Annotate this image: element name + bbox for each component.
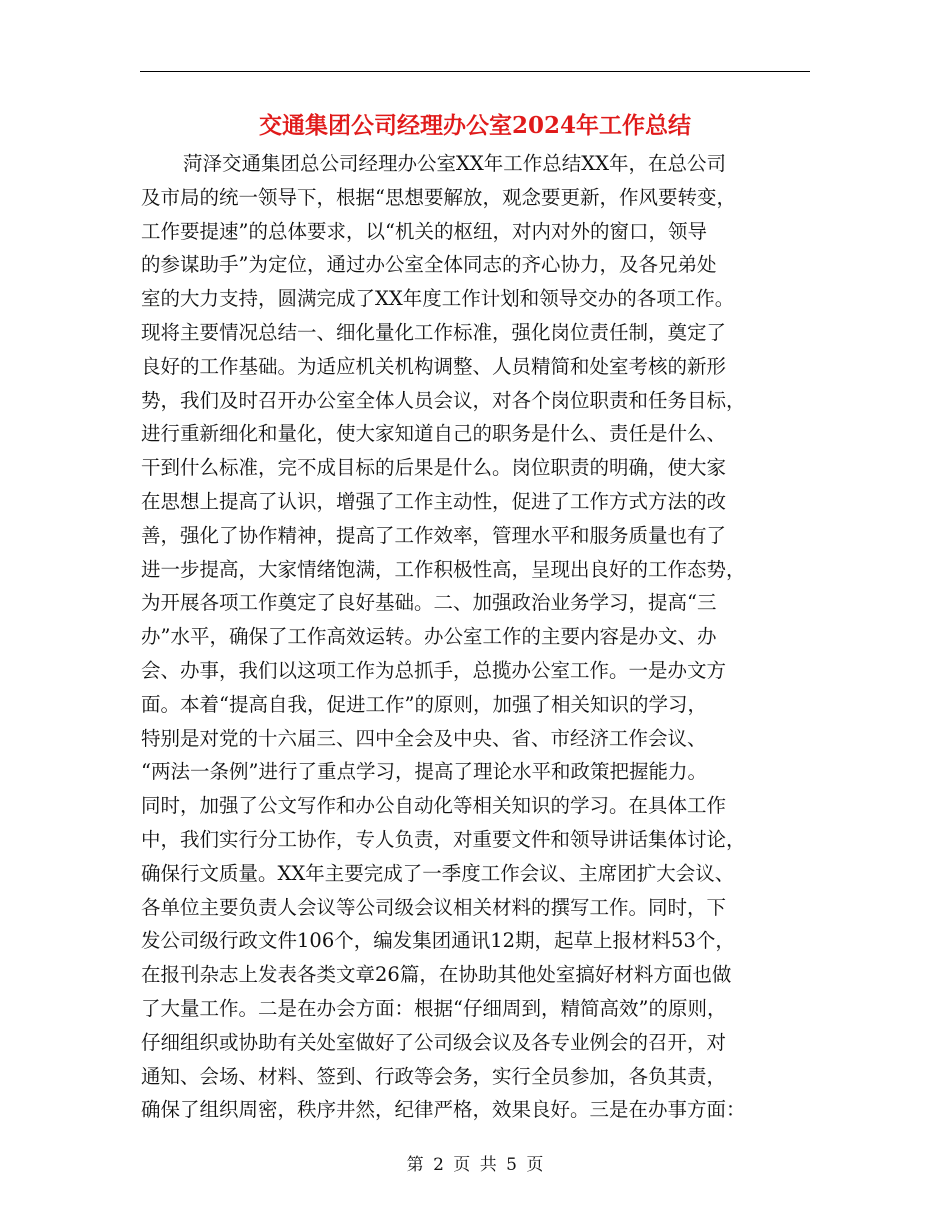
- body-line: 面。本着“提高自我，促进工作”的原则，加强了相关知识的学习，: [141, 692, 707, 716]
- body-line: 特别是对党的十六届三、四中全会及中央、省、市经济工作会议、: [141, 726, 707, 750]
- body-line: 及市局的统一领导下，根据“思想要解放，观念要更新，作风要转变，: [141, 185, 736, 209]
- body-line: 中，我们实行分工协作，专人负责，对重要文件和领导讲话集体讨论，: [141, 827, 746, 851]
- body-line: 同时，加强了公文写作和办公自动化等相关知识的学习。在具体工作: [141, 794, 727, 818]
- body-line: 现将主要情况总结一、细化量化工作标准，强化岗位责任制，奠定了: [141, 320, 727, 344]
- page-number-footer: 第 2 页 共 5 页: [406, 1155, 544, 1175]
- body-line: 为开展各项工作奠定了良好基础。二、加强政治业务学习，提高“三: [141, 591, 717, 615]
- header-rule: [140, 71, 810, 72]
- body-line: 发公司级行政文件106个，编发集团通讯12期，起草上报材料53个，: [141, 929, 735, 953]
- body-line: 室的大力支持，圆满完成了XX年度工作计划和领导交办的各项工作。: [141, 287, 735, 311]
- document-body: [141, 147, 811, 1127]
- body-line: 的参谋助手”为定位，通过办公室全体同志的齐心协力，及各兄弟处: [141, 253, 717, 277]
- body-line: “两法一条例”进行了重点学习，提高了理论水平和政策把握能力。: [141, 760, 707, 784]
- body-line: 干到什么标准，完不成目标的后果是什么。岗位职责的明确，使大家: [141, 456, 727, 480]
- body-line: 在思想上提高了认识，增强了工作主动性，促进了工作方式方法的改: [141, 489, 727, 513]
- body-line: 菏泽交通集团总公司经理办公室XX年工作总结XX年，在总公司: [183, 152, 727, 175]
- body-line: 了大量工作。二是在办会方面：根据“仔细周到，精简高效”的原则，: [141, 996, 727, 1020]
- body-line: 进一步提高，大家情绪饱满，工作积极性高，呈现出良好的工作态势，: [141, 557, 746, 581]
- body-line: 通知、会场、材料、签到、行政等会务，实行全员参加，各负其责，: [141, 1064, 727, 1088]
- body-line: 势，我们及时召开办公室全体人员会议，对各个岗位职责和任务目标，: [141, 388, 746, 412]
- body-line: 各单位主要负责人会议等公司级会议相关材料的撰写工作。同时，下: [141, 895, 727, 919]
- document-title: 交通集团公司经理办公室2024年工作总结: [258, 112, 691, 139]
- body-line: 会、办事，我们以这项工作为总抓手，总揽办公室工作。一是办文方: [141, 658, 727, 682]
- body-line: 工作要提速”的总体要求，以“机关的枢纽，对内对外的窗口，领导: [141, 219, 707, 243]
- body-line: 确保了组织周密，秩序井然，纪律严格，效果良好。三是在办事方面：: [141, 1098, 746, 1122]
- body-line: 办”水平，确保了工作高效运转。办公室工作的主要内容是办文、办: [141, 625, 717, 649]
- body-line: 在报刊杂志上发表各类文章26篇，在协助其他处室搞好材料方面也做: [141, 963, 732, 987]
- body-line: 确保行文质量。XX年主要完成了一季度工作会议、主席团扩大会议、: [141, 861, 735, 885]
- body-line: 仔细组织或协助有关处室做好了公司级会议及各专业例会的召开，对: [141, 1030, 727, 1054]
- body-line: 进行重新细化和量化，使大家知道自己的职务是什么、责任是什么、: [141, 422, 727, 446]
- body-line: 善，强化了协作精神，提高了工作效率，管理水平和服务质量也有了: [141, 523, 727, 547]
- body-line: 良好的工作基础。为适应机关机构调整、人员精简和处室考核的新形: [141, 354, 727, 378]
